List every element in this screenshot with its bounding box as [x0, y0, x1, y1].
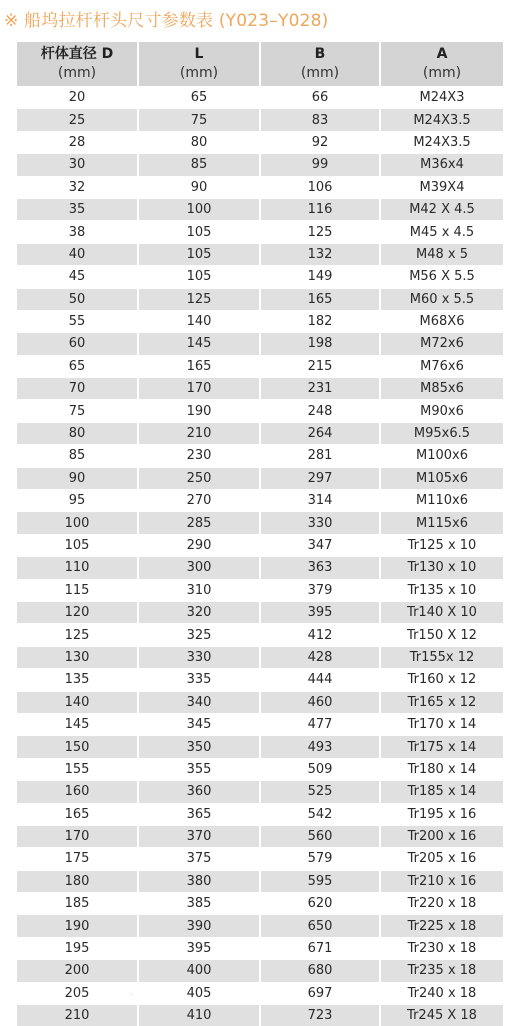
cell-l: 330	[139, 646, 261, 668]
cell-a: Tr210 x 16	[381, 870, 503, 892]
cell-l: 105	[139, 243, 261, 265]
header-a	[381, 42, 503, 86]
cell-diameter: 155	[17, 758, 139, 780]
table-row	[17, 310, 503, 332]
table-row	[17, 377, 503, 399]
table-row	[17, 1004, 503, 1026]
table-row	[17, 623, 503, 645]
cell-l: 375	[139, 847, 261, 869]
table-row	[17, 86, 503, 108]
table-row	[17, 399, 503, 421]
table-row	[17, 198, 503, 220]
cell-l: 410	[139, 1004, 261, 1026]
cell-diameter: 205	[17, 982, 139, 1004]
cell-b: 165	[261, 288, 381, 310]
cell-diameter: 120	[17, 601, 139, 623]
cell-diameter: 20	[17, 86, 139, 108]
cell-a: Tr235 x 18	[381, 959, 503, 981]
header-row	[17, 42, 503, 86]
cell-b: 542	[261, 803, 381, 825]
cell-b: 314	[261, 489, 381, 511]
cell-b: 347	[261, 534, 381, 556]
table-row	[17, 579, 503, 601]
cell-diameter: 130	[17, 646, 139, 668]
cell-b: 493	[261, 735, 381, 757]
cell-a: Tr140 X 10	[381, 601, 503, 623]
cell-l: 100	[139, 198, 261, 220]
cell-diameter: 25	[17, 108, 139, 130]
table-row	[17, 422, 503, 444]
cell-a: Tr220 x 18	[381, 892, 503, 914]
cell-l: 80	[139, 131, 261, 153]
cell-diameter: 30	[17, 153, 139, 175]
table-row	[17, 355, 503, 377]
cell-a: M60 x 5.5	[381, 288, 503, 310]
header-label: B	[314, 46, 326, 62]
cell-diameter: 125	[17, 623, 139, 645]
cell-a: Tr130 x 10	[381, 556, 503, 578]
cell-diameter: 38	[17, 220, 139, 242]
cell-a: Tr175 x 14	[381, 735, 503, 757]
table-row	[17, 803, 503, 825]
cell-b: 525	[261, 780, 381, 802]
cell-diameter: 65	[17, 355, 139, 377]
cell-b: 83	[261, 108, 381, 130]
cell-diameter: 70	[17, 377, 139, 399]
cell-diameter: 175	[17, 847, 139, 869]
cell-a: Tr240 x 18	[381, 982, 503, 1004]
table-row	[17, 691, 503, 713]
cell-b: 182	[261, 310, 381, 332]
cell-l: 400	[139, 959, 261, 981]
table-row	[17, 511, 503, 533]
cell-b: 363	[261, 556, 381, 578]
cell-a: Tr200 x 16	[381, 825, 503, 847]
cell-l: 390	[139, 914, 261, 936]
cell-a: Tr185 x 14	[381, 780, 503, 802]
cell-a: M68X6	[381, 310, 503, 332]
table-row	[17, 489, 503, 511]
cell-a: M72x6	[381, 332, 503, 354]
cell-a: M45 x 4.5	[381, 220, 503, 242]
cell-diameter: 210	[17, 1004, 139, 1026]
header-rod-diameter	[17, 42, 139, 86]
cell-a: M85x6	[381, 377, 503, 399]
cell-l: 250	[139, 467, 261, 489]
table-row	[17, 153, 503, 175]
cell-l: 65	[139, 86, 261, 108]
cell-b: 509	[261, 758, 381, 780]
table-row	[17, 534, 503, 556]
table-row	[17, 243, 503, 265]
header-label: A	[436, 46, 448, 62]
cell-l: 105	[139, 265, 261, 287]
cell-b: 106	[261, 176, 381, 198]
cell-l: 170	[139, 377, 261, 399]
table-row	[17, 735, 503, 757]
cell-diameter: 115	[17, 579, 139, 601]
cell-l: 140	[139, 310, 261, 332]
cell-b: 395	[261, 601, 381, 623]
cell-l: 75	[139, 108, 261, 130]
header-b	[261, 42, 381, 86]
cell-a: Tr135 x 10	[381, 579, 503, 601]
cell-a: Tr230 x 18	[381, 937, 503, 959]
cell-a: M48 x 5	[381, 243, 503, 265]
cell-b: 99	[261, 153, 381, 175]
cell-b: 379	[261, 579, 381, 601]
cell-a: M76x6	[381, 355, 503, 377]
cell-diameter: 135	[17, 668, 139, 690]
cell-a: Tr160 x 12	[381, 668, 503, 690]
cell-a: Tr195 x 16	[381, 803, 503, 825]
table-row	[17, 892, 503, 914]
cell-l: 210	[139, 422, 261, 444]
cell-a: M90x6	[381, 399, 503, 421]
cell-diameter: 32	[17, 176, 139, 198]
cell-b: 723	[261, 1004, 381, 1026]
cell-b: 671	[261, 937, 381, 959]
table-row	[17, 646, 503, 668]
cell-l: 145	[139, 332, 261, 354]
cell-l: 385	[139, 892, 261, 914]
cell-diameter: 105	[17, 534, 139, 556]
cell-diameter: 95	[17, 489, 139, 511]
cell-diameter: 110	[17, 556, 139, 578]
cell-b: 650	[261, 914, 381, 936]
cell-l: 360	[139, 780, 261, 802]
cell-a: Tr245 X 18	[381, 1004, 503, 1026]
cell-diameter: 140	[17, 691, 139, 713]
cell-b: 281	[261, 444, 381, 466]
cell-b: 92	[261, 131, 381, 153]
cell-b: 264	[261, 422, 381, 444]
cell-l: 85	[139, 153, 261, 175]
table-row	[17, 265, 503, 287]
table-row	[17, 847, 503, 869]
cell-l: 325	[139, 623, 261, 645]
cell-b: 444	[261, 668, 381, 690]
header-label: 杆体直径 D	[40, 46, 114, 62]
cell-l: 105	[139, 220, 261, 242]
cell-b: 198	[261, 332, 381, 354]
cell-a: M36x4	[381, 153, 503, 175]
cell-a: M56 X 5.5	[381, 265, 503, 287]
table-row	[17, 556, 503, 578]
table-row	[17, 601, 503, 623]
cell-b: 680	[261, 959, 381, 981]
cell-b: 460	[261, 691, 381, 713]
cell-l: 165	[139, 355, 261, 377]
cell-l: 355	[139, 758, 261, 780]
cell-l: 365	[139, 803, 261, 825]
header-unit: (mm)	[179, 65, 219, 81]
table-row	[17, 220, 503, 242]
cell-a: M42 X 4.5	[381, 198, 503, 220]
table-row	[17, 937, 503, 959]
cell-b: 116	[261, 198, 381, 220]
header-label: L	[194, 46, 204, 62]
table-row	[17, 108, 503, 130]
cell-diameter: 100	[17, 511, 139, 533]
cell-b: 428	[261, 646, 381, 668]
cell-diameter: 80	[17, 422, 139, 444]
cell-b: 125	[261, 220, 381, 242]
cell-b: 620	[261, 892, 381, 914]
cell-a: Tr170 x 14	[381, 713, 503, 735]
cell-a: Tr165 x 12	[381, 691, 503, 713]
table-row	[17, 176, 503, 198]
table-row	[17, 467, 503, 489]
cell-a: M110x6	[381, 489, 503, 511]
table-row	[17, 825, 503, 847]
cell-diameter: 55	[17, 310, 139, 332]
table-row	[17, 870, 503, 892]
cell-l: 230	[139, 444, 261, 466]
cell-b: 579	[261, 847, 381, 869]
table-body	[17, 86, 503, 1026]
cell-l: 310	[139, 579, 261, 601]
cell-l: 350	[139, 735, 261, 757]
table-row	[17, 668, 503, 690]
cell-l: 380	[139, 870, 261, 892]
cell-a: M115x6	[381, 511, 503, 533]
cell-a: Tr180 x 14	[381, 758, 503, 780]
cell-l: 395	[139, 937, 261, 959]
table-row	[17, 982, 503, 1004]
cell-diameter: 28	[17, 131, 139, 153]
table-row	[17, 288, 503, 310]
cell-diameter: 90	[17, 467, 139, 489]
cell-b: 215	[261, 355, 381, 377]
cell-a: M24X3.5	[381, 108, 503, 130]
cell-b: 595	[261, 870, 381, 892]
cell-l: 335	[139, 668, 261, 690]
cell-diameter: 35	[17, 198, 139, 220]
header-unit: (mm)	[422, 65, 462, 81]
cell-b: 412	[261, 623, 381, 645]
cell-b: 560	[261, 825, 381, 847]
cell-l: 190	[139, 399, 261, 421]
cell-l: 270	[139, 489, 261, 511]
header-l	[139, 42, 261, 86]
cell-a: Tr125 x 10	[381, 534, 503, 556]
cell-b: 330	[261, 511, 381, 533]
cell-l: 405	[139, 982, 261, 1004]
table-row	[17, 713, 503, 735]
cell-l: 370	[139, 825, 261, 847]
cell-a: M24X3	[381, 86, 503, 108]
cell-l: 300	[139, 556, 261, 578]
footer-mark: ·	[130, 990, 133, 999]
cell-l: 290	[139, 534, 261, 556]
cell-diameter: 185	[17, 892, 139, 914]
cell-a: Tr225 x 18	[381, 914, 503, 936]
cell-b: 697	[261, 982, 381, 1004]
cell-b: 149	[261, 265, 381, 287]
cell-a: M95x6.5	[381, 422, 503, 444]
table-row	[17, 914, 503, 936]
parameter-table	[17, 42, 503, 1026]
cell-b: 477	[261, 713, 381, 735]
cell-diameter: 170	[17, 825, 139, 847]
cell-a: Tr150 X 12	[381, 623, 503, 645]
header-unit: (mm)	[300, 65, 340, 81]
cell-a: M105x6	[381, 467, 503, 489]
cell-b: 297	[261, 467, 381, 489]
cell-diameter: 180	[17, 870, 139, 892]
cell-diameter: 165	[17, 803, 139, 825]
page-title: ※ 船坞拉杆杆头尺寸参数表 (Y023–Y028)	[4, 11, 329, 31]
cell-l: 345	[139, 713, 261, 735]
table-header	[17, 42, 503, 86]
cell-diameter: 195	[17, 937, 139, 959]
cell-diameter: 150	[17, 735, 139, 757]
table-row	[17, 959, 503, 981]
cell-a: Tr205 x 16	[381, 847, 503, 869]
cell-diameter: 190	[17, 914, 139, 936]
cell-diameter: 45	[17, 265, 139, 287]
table-row	[17, 131, 503, 153]
cell-a: M39X4	[381, 176, 503, 198]
cell-diameter: 50	[17, 288, 139, 310]
cell-b: 248	[261, 399, 381, 421]
table-row	[17, 758, 503, 780]
table-row	[17, 444, 503, 466]
cell-b: 132	[261, 243, 381, 265]
table-row	[17, 332, 503, 354]
header-unit: (mm)	[57, 65, 97, 81]
cell-l: 320	[139, 601, 261, 623]
cell-a: M24X3.5	[381, 131, 503, 153]
table-row	[17, 780, 503, 802]
cell-diameter: 200	[17, 959, 139, 981]
cell-b: 66	[261, 86, 381, 108]
cell-a: M100x6	[381, 444, 503, 466]
cell-diameter: 145	[17, 713, 139, 735]
cell-diameter: 75	[17, 399, 139, 421]
cell-diameter: 60	[17, 332, 139, 354]
cell-diameter: 40	[17, 243, 139, 265]
cell-l: 125	[139, 288, 261, 310]
cell-l: 285	[139, 511, 261, 533]
cell-a: Tr155x 12	[381, 646, 503, 668]
cell-diameter: 160	[17, 780, 139, 802]
cell-l: 340	[139, 691, 261, 713]
cell-diameter: 85	[17, 444, 139, 466]
cell-b: 231	[261, 377, 381, 399]
cell-l: 90	[139, 176, 261, 198]
